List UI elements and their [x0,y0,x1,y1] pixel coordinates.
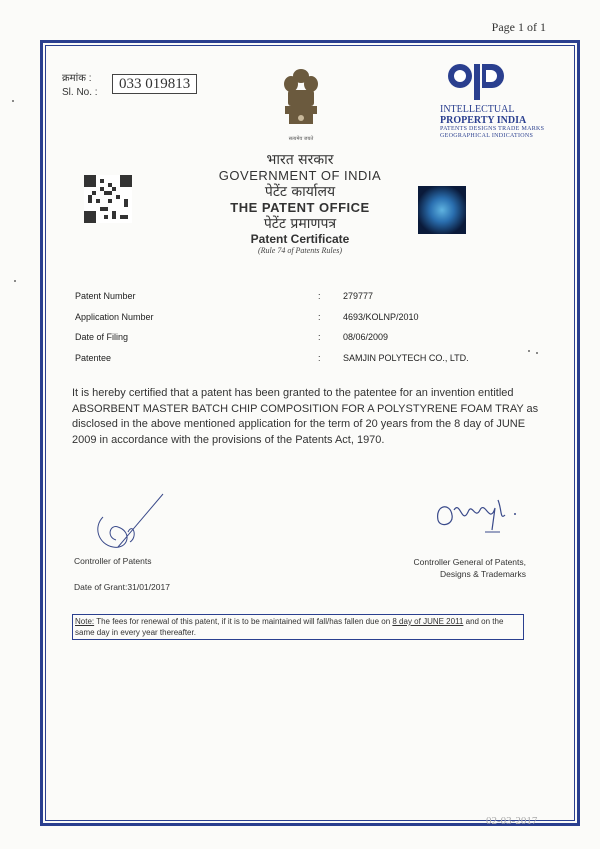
patent-details [75,291,535,373]
certificate-header [150,152,450,255]
note-text-before: The fees for renewal of this patent, if it is to be maintained will fall/has fallen due on [94,617,393,626]
detail-label: Application Number [75,311,154,322]
detail-colon: : [318,291,321,301]
office-english: THE PATENT OFFICE [230,200,370,215]
ipi-line3: PATENTS DESIGNS TRADE MARKS [440,126,545,132]
serial-number-box: 033 019813 [112,74,197,94]
detail-label: Patent Number [75,291,136,301]
national-emblem [279,66,323,144]
footer-stamp: 02-03-2017 [486,815,538,827]
serial-label-english: Sl. No. : [62,87,98,98]
serial-label-hindi: क्रमांक : [62,73,92,84]
detail-row [75,312,535,333]
ip-india-text [440,104,570,140]
speck [14,280,16,282]
page-number: Page 1 of 1 [491,20,546,34]
detail-row [75,332,535,353]
note-due-date: 8 day of JUNE 2011 [392,617,464,626]
ipi-line2: PROPERTY INDIA [440,115,527,126]
ipi-line1: INTELLECTUAL [440,104,515,115]
emblem-caption: सत्यमेव जयते [288,136,314,142]
certification-text: It is hereby certified that a patent has been granted to the patentee for an invention entitled ABSORBENT MASTER BATCH CHIP COMPOSITION FOR A POLYSTYRENE FOAM TRAY as disclosed in the above mentioned application for the term of 20 years from the 8 day of JUNE 2009 in accordance with the provisions of the Patents Act, 1970. [72,387,539,446]
detail-label: Patentee [75,352,112,363]
detail-colon: : [318,332,321,342]
speck [528,350,530,352]
controller-general-line1: Controller General of Patents, [413,557,526,567]
detail-row [75,291,535,312]
rule-reference: (Rule 74 of Patents Rules) [258,246,342,255]
ip-india-mark-icon [446,62,506,104]
detail-value: 279777 [343,291,374,301]
detail-label: Date of Filing [75,332,129,342]
govt-hindi: भारत सरकार [266,152,334,168]
detail-value: SAMJIN POLYTECH CO., LTD. [343,352,469,363]
serial-number-block [62,72,191,100]
controller-signature-right [430,490,530,540]
ip-india-logo [446,62,506,104]
controller-general-line2: Designs & Trademarks [440,569,526,579]
detail-value: 4693/KOLNP/2010 [343,311,419,322]
qr-code [84,175,132,223]
date-of-grant: Date of Grant:31/01/2017 [74,582,170,592]
renewal-note [72,614,524,640]
detail-colon: : [318,311,321,322]
govt-english: GOVERNMENT OF INDIA [218,168,382,183]
cert-english: Patent Certificate [250,232,350,246]
lion-capital-icon [279,66,323,134]
note-label: Note: [75,617,95,626]
speck [12,100,14,102]
cert-hindi: पेटेंट प्रमाणपत्र [263,216,337,232]
detail-colon: : [318,352,321,363]
detail-value: 08/06/2009 [343,332,389,342]
controller-signature-left [88,492,168,552]
ipi-line4: GEOGRAPHICAL INDICATIONS [440,133,534,139]
controller-general [360,556,526,580]
office-hindi: पेटेंट कार्यालय [264,184,336,200]
detail-row [75,353,535,374]
note-text-after: and on the same day in every year thereafter. [75,617,504,637]
speck [536,352,538,354]
controller-of-patents: Controller of Patents [74,556,152,566]
